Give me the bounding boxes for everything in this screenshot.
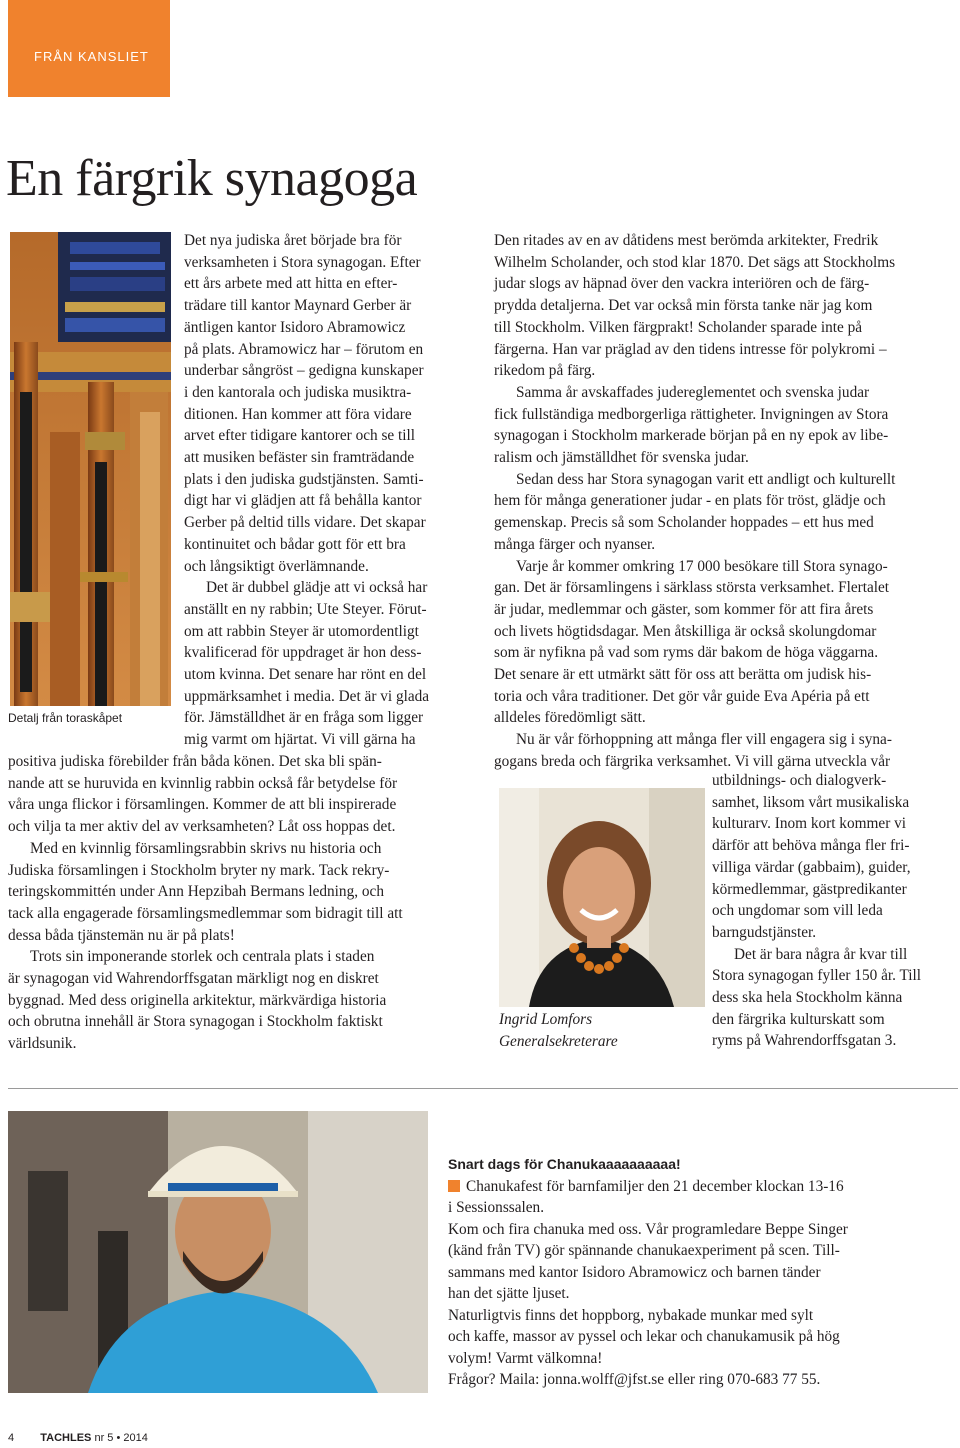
- text-line: dess ska hela Stockholm känna: [712, 989, 903, 1007]
- event-contact-line: Frågor? Maila: jonna.wolff@jfst.se eller ring 070-683 77 55.: [448, 1371, 821, 1388]
- text-line: och ungdomar som vill leda: [712, 902, 883, 920]
- event-line-6: han det sjätte ljuset.: [448, 1285, 570, 1302]
- text-line: positiva judiska förebilder från båda könen. Det ska bli spän-: [8, 753, 382, 770]
- text-line: till Stockholm. Vilken färgprakt! Scholander sparade inte på: [494, 318, 863, 336]
- text-line: teringskommittén under Ann Hepzibah Bermans ledning, och: [8, 883, 384, 901]
- text-line: Varje år kommer omkring 17 000 besökare till Stora synago-: [516, 557, 888, 575]
- text-line: våra unga flickor i församlingen. Kommer de att bli inspirerade: [8, 796, 397, 814]
- text-line: underbar sångröst – gedigna kunskaper: [184, 362, 424, 380]
- text-line: ett års arbete med att hitta en efter-: [184, 275, 398, 293]
- text-line: färgerna. Han var präglad av den tidens intresse för polykromi –: [494, 340, 887, 358]
- section-label: FRÅN KANSLIET: [34, 49, 149, 64]
- rabbi-photo: [8, 1111, 428, 1393]
- text-line: byggnad. Med dess originella arkitektur, märkvärdiga historia: [8, 991, 387, 1009]
- text-line: synagogan i Stockholm markerade början på en ny epok av libe-: [494, 427, 889, 445]
- text-line: gan. Det är församlingens i särklass största verksamhet. Flertalet: [494, 579, 890, 597]
- text-line: utbildnings- och dialogverk-: [712, 772, 887, 789]
- orange-bullet-icon: [448, 1180, 460, 1192]
- event-line-2: i Sessionssalen.: [448, 1199, 545, 1216]
- text-line: kulturarv. Inom kort kommer vi: [712, 815, 907, 833]
- text-line: verksamheten i Stora synagogan. Efter: [184, 253, 421, 271]
- portrait-name: Ingrid Lomfors: [499, 1011, 593, 1028]
- text-line: digt har vi glädjen att få behålla kantor: [184, 492, 422, 510]
- text-line: Stora synagogan fyller 150 år. Till: [712, 967, 922, 985]
- event-line-7: Naturligtvis finns det hoppborg, nybakade munkar med sylt: [448, 1306, 814, 1324]
- text-line: prydda detaljerna. Det var också min första tanke när jag kom: [494, 297, 873, 315]
- text-line: judar slogs av häpnad över den vackra interiören och de färg-: [494, 275, 870, 293]
- text-line: därför att behöva många fler fri-: [712, 837, 910, 855]
- footer-separator: •: [116, 1432, 121, 1444]
- text-line: utom kvinna. Det senare har rönt en del: [184, 666, 427, 684]
- event-line-4: (känd från TV) gör spännande chanukaexperiment på scen. Till-: [448, 1242, 840, 1259]
- rabbi-illustration: [8, 1111, 428, 1393]
- event-line-5: sammans med kantor Isidoro Abramowicz och barnen tänder: [448, 1263, 821, 1281]
- article-column-1-bottom: [8, 751, 484, 1055]
- portrait-caption: [499, 1009, 618, 1052]
- text-line: körmedlemmar, gästpredikanter: [712, 880, 907, 898]
- text-line: kvalificerad för uppdraget är hon dess-: [184, 644, 422, 662]
- text-line: många färger och nyanser.: [494, 535, 656, 553]
- text-line: anställt en ny rabbin; Ute Steyer. Förut-: [184, 600, 427, 618]
- text-line: alldeles föredömligt sätt.: [494, 709, 646, 727]
- event-heading: Snart dags för Chanukaaaaaaaaaa!: [448, 1156, 681, 1172]
- text-line: och livets högtidsdagar. Men åtskilliga är också skolungdomar: [494, 622, 877, 640]
- text-line: den färgrika kulturskatt som: [712, 1010, 885, 1028]
- text-line: Den ritades av en av dåtidens mest berömda arkitekter, Fredrik: [494, 232, 879, 249]
- torah-ark-illustration: [10, 232, 171, 706]
- page-footer: [8, 1432, 148, 1444]
- text-line: plats i den judiska gudstjänsten. Samti-: [184, 470, 424, 488]
- text-line: på plats. Abramowicz har – förutom en: [184, 340, 424, 358]
- text-line: Gerber på deltid tills vidare. Det skapar: [184, 514, 426, 532]
- event-info-box: [448, 1154, 948, 1391]
- text-line: rikedom på färg.: [494, 362, 596, 380]
- text-line: Det senare är ett utmärkt sätt för oss att berätta om judisk his-: [494, 666, 872, 684]
- text-line: är synagogan vid Wahrendorffsgatan märkligt nog en diskret: [8, 970, 379, 988]
- text-line: mig varmt om hjärtat. Vi vill gärna ha: [184, 731, 416, 749]
- text-line: Sedan dess har Stora synagogan varit ett andligt och kulturellt: [516, 470, 896, 488]
- text-line: hem för många generationer judar - en plats för tröst, glädje och: [494, 492, 886, 510]
- text-line: kontinuitet och bådar gott för ett bra: [184, 535, 406, 553]
- text-line: och obrutna innehåll är Stora synagogan i Stockholm faktiskt: [8, 1013, 383, 1031]
- portrait-role: Generalsekreterare: [499, 1032, 618, 1050]
- text-line: uppmärksamhet i media. Det är vi glada: [184, 687, 430, 705]
- text-line: som är nyfikna på vad som ryms där bakom de höga väggarna.: [494, 644, 879, 662]
- section-divider: [8, 1088, 958, 1089]
- page-number: 4: [8, 1432, 15, 1444]
- article-title: En färgrik synagoga: [6, 150, 418, 207]
- text-line: Det nya judiska året började bra för: [184, 232, 402, 249]
- text-line: ditionen. Han kommer att föra vidare: [184, 405, 412, 423]
- issue-year: 2014: [123, 1432, 148, 1444]
- text-line: Samma år avskaffades judereglementet och svenska judar: [516, 383, 870, 401]
- text-line: i den kantorala och judiska musiktra-: [184, 383, 412, 401]
- text-line: trädare till kantor Maynard Gerber är: [184, 297, 412, 315]
- text-line: ryms på Wahrendorffsgatan 3.: [712, 1032, 897, 1050]
- text-line: Wilhelm Scholander, och stod klar 1870. Det sägs att Stockholms: [494, 253, 896, 271]
- text-line: tack alla engagerade församlingsmedlemmar som bidragit till att: [8, 904, 403, 922]
- text-line: villiga värdar (gabbaim), guider,: [712, 858, 911, 876]
- event-line-1-text: Chanukafest för barnfamiljer den 21 december klockan 13-16: [466, 1177, 844, 1195]
- section-tab: [8, 0, 170, 97]
- issue-number: nr 5: [94, 1432, 114, 1444]
- text-line: Nu är vår förhoppning att många fler vill engagera sig i syna-: [516, 731, 892, 749]
- text-line: gemenskap. Precis så som Scholander hoppades – ett hus med: [494, 514, 874, 532]
- text-line: att musiken befäster sin framträdande: [184, 449, 415, 467]
- text-line: Det är bara några år kvar till: [734, 945, 908, 963]
- torah-ark-photo: [10, 232, 171, 706]
- article-column-2-wrap: [712, 770, 958, 1052]
- text-line: barngudstjänster.: [712, 923, 817, 941]
- article-column-1-top: [184, 230, 484, 751]
- text-line: Det är dubbel glädje att vi också har: [206, 579, 428, 597]
- text-line: ralism och jämställdhet för svenska judar.: [494, 449, 749, 467]
- text-line: Med en kvinnlig församlingsrabbin skrivs nu historia och: [30, 839, 382, 857]
- text-line: om att rabbin Steyer är utomordentligt: [184, 622, 419, 640]
- portrait-photo: [499, 788, 705, 1007]
- text-line: fick fullständiga medborgerliga rättigheter. Invigningen av Stora: [494, 405, 889, 423]
- event-line-8: och kaffe, massor av pyssel och lekar och chanukamusik på hög: [448, 1328, 840, 1345]
- event-line-3: Kom och fira chanuka med oss. Vår programledare Beppe Singer: [448, 1220, 848, 1238]
- torah-ark-caption: Detalj från toraskåpet: [8, 711, 123, 725]
- text-line: toria och våra traditioner. Det gör vår guide Eva Apéria på ett: [494, 687, 870, 705]
- text-line: för. Jämställdhet är en fråga som ligger: [184, 709, 424, 727]
- text-line: är judar, medlemmar och gäster, som kommer för att fira årets: [494, 600, 874, 618]
- text-line: Trots sin imponerande storlek och centrala plats i staden: [30, 948, 375, 966]
- event-line-9: volym! Varmt välkomna!: [448, 1349, 603, 1367]
- text-line: arvet efter tidigare kantorer och se till: [184, 427, 416, 445]
- text-line: och långsiktigt överlämnande.: [184, 557, 369, 575]
- text-line: Judiska församlingen i Stockholm bryter ny mark. Tack rekry-: [8, 861, 390, 879]
- text-line: samhet, liksom vårt musikaliska: [712, 793, 910, 811]
- text-line: och vilja ta mer aktiv del av verksamheten? Låt oss hoppas det.: [8, 818, 396, 836]
- article-column-2: [494, 230, 958, 773]
- portrait-illustration: [499, 788, 705, 1007]
- text-line: äntligen kantor Isidoro Abramowicz: [184, 318, 406, 336]
- text-line: världsunik.: [8, 1035, 77, 1053]
- magazine-name: TACHLES: [40, 1432, 92, 1444]
- event-line-1: [448, 1176, 948, 1198]
- text-line: dessa båda tjänstemän nu är på plats!: [8, 926, 235, 944]
- text-line: nande att se huruvida en kvinnlig rabbin också får betydelse för: [8, 774, 398, 792]
- text-line: gogans breda och färgrika verksamhet. Vi vill gärna utveckla vår: [494, 752, 891, 770]
